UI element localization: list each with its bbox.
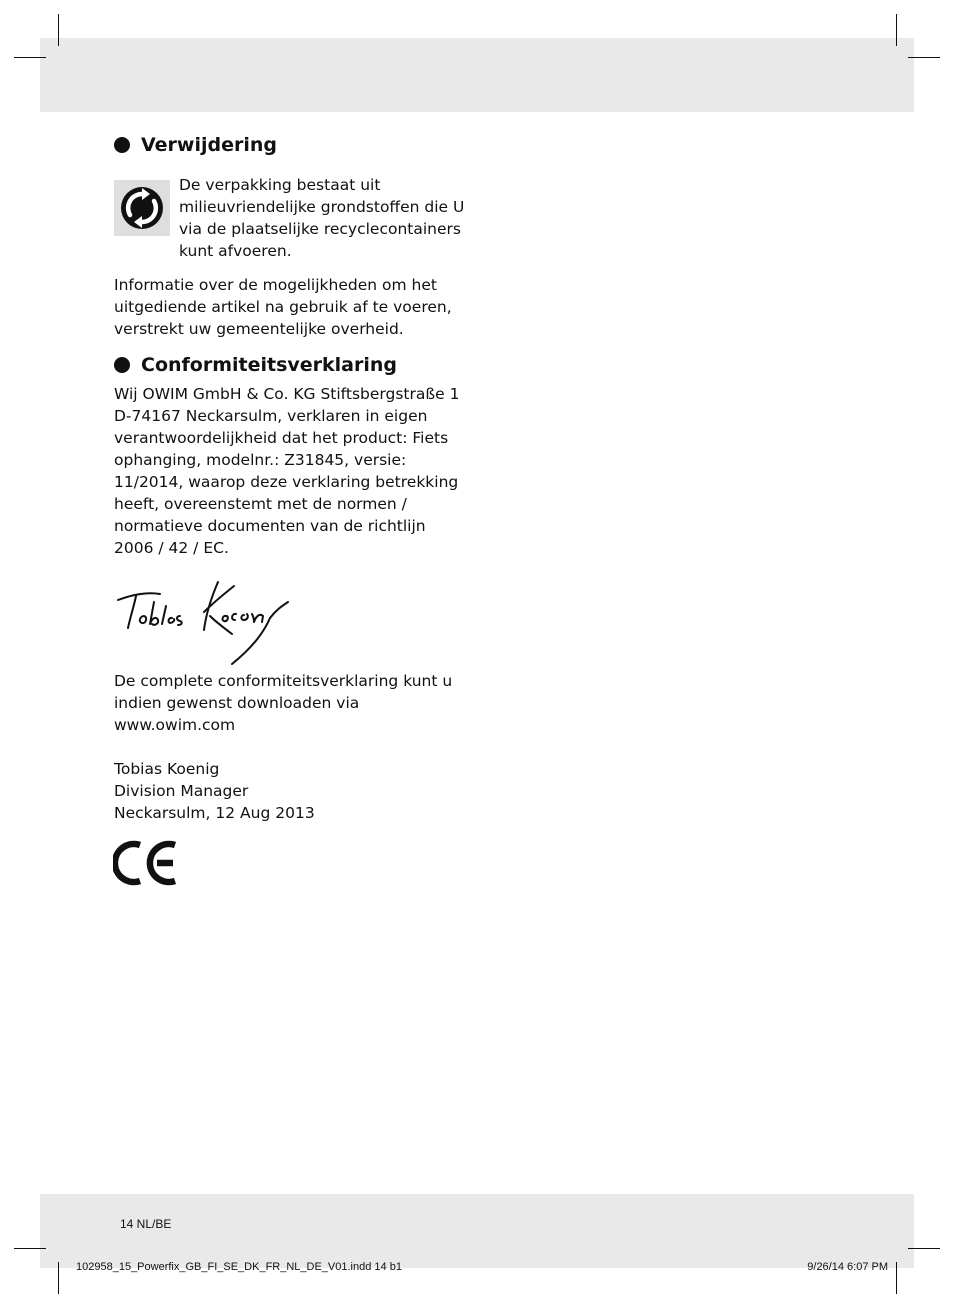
packaging-text: De verpakking bestaat uit milieuvriendelijke grondstoffen die U via de plaatselijke recyclecontainers kunt afvoeren. — [179, 176, 465, 260]
green-dot-recycling-icon — [114, 180, 170, 236]
download-text: De complete conformiteitsverklaring kunt u indien gewenst downloaden via www.owim.com — [114, 672, 453, 734]
signer-name: Tobias Koenig — [114, 760, 220, 778]
slug-file-info: 102958_15_Powerfix_GB_FI_SE_DK_FR_NL_DE_V01.indd 14 b1 — [76, 1261, 402, 1273]
declaration-text: Wij OWIM GmbH & Co. KG Stiftsbergstraße 1 D-74167 Neckarsulm, verklaren in eigen verantwoordelijkheid dat het product: Fiets ophanging, modelnr.: Z31845, versie: 11/2014, waarop deze verklaring betrekking heeft, overeenstemt met de normen / normatieve documenten van de richtlijn 2006 / 42 / EC. — [114, 385, 460, 557]
ce-mark-icon — [113, 840, 179, 886]
section-heading-conformity: Conformiteitsverklaring — [114, 353, 397, 377]
bullet-icon — [114, 137, 130, 153]
signer-title: Division Manager — [114, 782, 249, 800]
disposal-info-text: Informatie over de mogelijkheden om het uitgediende artikel na gebruik af te voeren, verstrekt uw gemeentelijke overheid. — [114, 276, 452, 338]
footer-band — [40, 1194, 914, 1268]
section-heading-disposal: Verwijdering — [114, 133, 277, 157]
bullet-icon — [114, 357, 130, 373]
slug-date: 9/26/14 6:07 PM — [807, 1261, 888, 1273]
header-band — [40, 38, 914, 112]
page-label: 14 NL/BE — [120, 1217, 172, 1231]
signature — [114, 572, 294, 667]
signer-place-date: Neckarsulm, 12 Aug 2013 — [114, 804, 315, 822]
